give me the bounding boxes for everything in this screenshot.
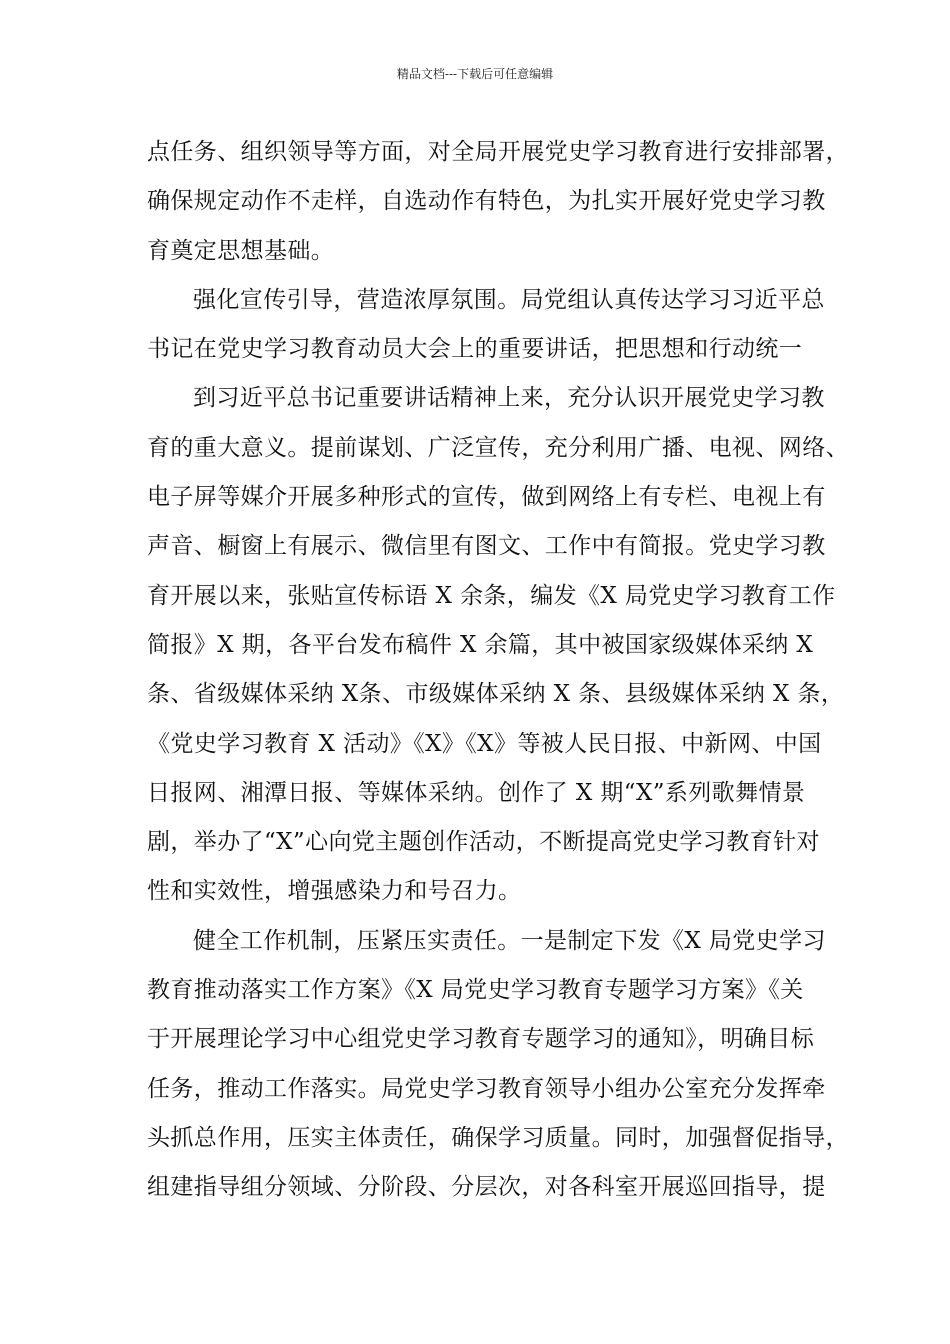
text-line: 育的重大意义。提前谋划、广泛宣传，充分利用广播、电视、网络、	[147, 434, 849, 461]
paragraph-start-line: 强化宣传引导，营造浓厚氛围。局党组认真传达学习习近平总	[193, 286, 825, 313]
text-line: 条、省级媒体采纳 X条、市级媒体采纳 X 条、县级媒体采纳 X 条，	[147, 681, 845, 708]
text-line: 书记在党史学习教育动员大会上的重要讲话，把思想和行动统一	[147, 336, 803, 363]
text-line: 组建指导组分领域、分阶段、分层次，对各科室开展巡回指导，提	[147, 1174, 826, 1201]
text-line: 育奠定思想基础。	[147, 237, 335, 264]
text-line: 任务，推动工作落实。局党史学习教育领导小组办公室充分发挥牵	[147, 1075, 826, 1102]
text-line: 教育推动落实工作方案》《X 局党史学习教育专题学习方案》《关	[147, 977, 804, 1004]
page-header: 精品文档---下载后可任意编辑	[396, 67, 554, 81]
text-line: 电子屏等媒介开展多种形式的宣传，做到网络上有专栏、电视上有	[147, 484, 826, 511]
paragraph-start-line: 到习近平总书记重要讲话精神上来，充分认识开展党史学习教	[193, 385, 825, 412]
text-line: 头抓总作用，压实主体责任，确保学习质量。同时，加强督促指导，	[147, 1124, 849, 1151]
text-line: 声音、橱窗上有展示、微信里有图文、工作中有简报。党史学习教	[147, 533, 826, 560]
paragraph-start-line: 健全工作机制，压紧压实责任。一是制定下发《X 局党史学习	[193, 927, 826, 954]
text-line: 点任务、组织领导等方面，对全局开展党史学习教育进行安排部署，	[147, 139, 849, 165]
text-line: 育开展以来，张贴宣传标语 X 余条，编发《X 局党史学习教育工作	[147, 582, 836, 609]
text-line: 简报》X 期，各平台发布稿件 X 余篇，其中被国家级媒体采纳 X	[147, 631, 814, 658]
text-line: 《党史学习教育 X 活动》《X》《X》等被人民日报、中新网、中国	[147, 730, 822, 757]
text-line: 日报网、湘潭日报、等媒体采纳。创作了 X 期“X”系列歌舞情景	[147, 779, 806, 806]
text-line: 于开展理论学习中心组党史学习教育专题学习的通知》，明确目标	[147, 1026, 815, 1053]
body-text	[147, 128, 849, 1213]
text-line: 剧，举办了“X”心向党主题创作活动，不断提高党史学习教育针对	[147, 829, 820, 856]
text-line: 确保规定动作不走样，自选动作有特色，为扎实开展好党史学习教	[147, 188, 826, 215]
text-line: 性和实效性，增强感染力和号召力。	[147, 878, 522, 905]
